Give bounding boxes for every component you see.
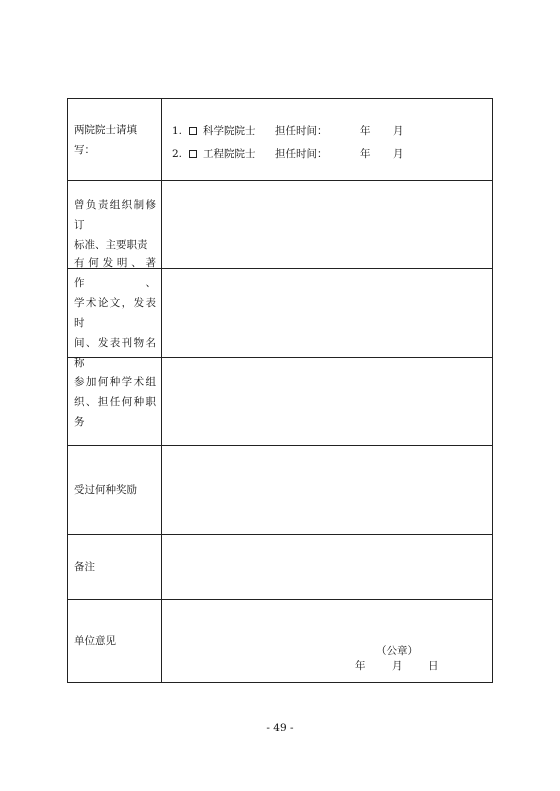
date-year-label: 年 bbox=[355, 660, 366, 672]
remarks-label-cell bbox=[68, 535, 162, 599]
awards-input-cell[interactable] bbox=[162, 446, 492, 534]
term-month-label: 月 bbox=[393, 148, 404, 160]
option-number: 2. bbox=[172, 148, 183, 160]
awards-label: 受过何种奖励 bbox=[74, 484, 137, 496]
organizations-row bbox=[68, 358, 492, 446]
standards-label-line-1: 曾负责组织制修订 bbox=[74, 198, 156, 231]
academician-label-cell bbox=[68, 99, 162, 180]
term-label: 担任时间： bbox=[275, 148, 328, 160]
academician-row bbox=[68, 99, 492, 181]
inventions-label-line-2: 学术论文，发表时 bbox=[74, 297, 156, 329]
option-number: 1. bbox=[172, 125, 183, 137]
application-form-table bbox=[67, 98, 493, 683]
unit-opinion-label: 单位意见 bbox=[74, 635, 116, 647]
option-name: 工程院院士 bbox=[203, 148, 256, 160]
standards-label-line-2: 标准、主要职责 bbox=[74, 238, 148, 251]
unit-opinion-label-cell bbox=[68, 600, 162, 682]
academician-value-cell bbox=[162, 99, 492, 180]
remarks-label: 备注 bbox=[74, 561, 95, 573]
term-year-label: 年 bbox=[360, 148, 371, 160]
inventions-row bbox=[68, 257, 492, 369]
academician-label: 两院院士请填写： bbox=[74, 123, 137, 156]
engineering-academician-checkbox[interactable] bbox=[189, 150, 197, 158]
organizations-input-cell[interactable] bbox=[162, 358, 492, 445]
term-year-label: 年 bbox=[360, 125, 371, 137]
term-month-label: 月 bbox=[393, 125, 404, 137]
standards-input-cell[interactable] bbox=[162, 181, 492, 268]
inventions-input-cell[interactable] bbox=[162, 269, 492, 357]
inventions-label-line-3: 间、发表刊物名称 bbox=[74, 337, 156, 369]
term-label: 担任时间： bbox=[275, 125, 328, 137]
date-day-label: 日 bbox=[428, 660, 439, 672]
unit-opinion-row bbox=[68, 600, 492, 682]
inventions-label-cell bbox=[68, 257, 162, 369]
official-seal-label: （公章） bbox=[376, 645, 418, 657]
option-name: 科学院院士 bbox=[203, 125, 256, 137]
organizations-label-cell bbox=[68, 358, 162, 445]
inventions-label-line-1: 有何发明、著作、 bbox=[74, 257, 156, 289]
remarks-row bbox=[68, 535, 492, 600]
awards-label-cell bbox=[68, 446, 162, 534]
page-number: - 49 - bbox=[266, 722, 294, 734]
date-month-label: 月 bbox=[392, 660, 403, 672]
awards-row bbox=[68, 446, 492, 535]
remarks-input-cell[interactable] bbox=[162, 535, 492, 599]
science-academician-checkbox[interactable] bbox=[189, 127, 197, 135]
unit-opinion-input-cell[interactable] bbox=[162, 600, 492, 682]
organizations-label-line-1: 参加何种学术组 bbox=[74, 375, 156, 388]
organizations-label-line-2: 织、担任何种职务 bbox=[74, 395, 156, 428]
